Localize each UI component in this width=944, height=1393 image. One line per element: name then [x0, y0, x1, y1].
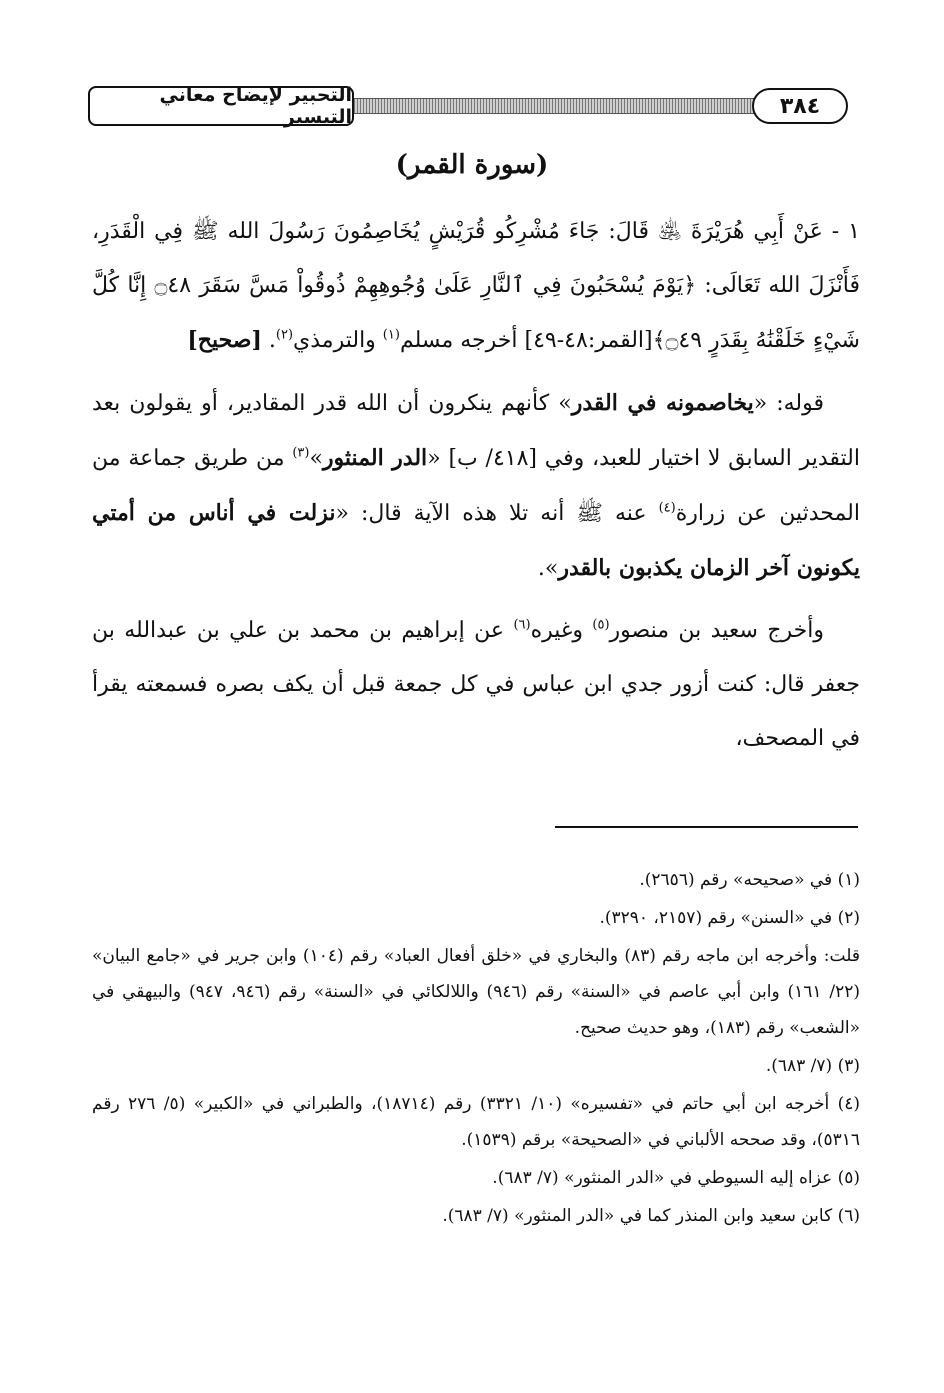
narration-paragraph: [92, 604, 860, 766]
page-number: ٣٨٤: [752, 88, 848, 124]
surah-title: (سورة القمر): [395, 150, 549, 180]
footnotes: [92, 862, 860, 1234]
hadith-text: ١ - عَنْ أَبِي هُرَيْرَةَ ﵁ قَالَ: جَاءَ مُشْرِكُو قُرَيْشٍ يُخَاصِمُونَ رَسُولَ الله ﷺ فِي الْقَدَرِ، فَأَنْزَلَ الله تَعَالَى: ﴿يَوْمَ يُسْحَبُونَ فِي ٱلنَّارِ عَلَىٰ وُجُوهِهِمْ ذُوقُواْ مَسَّ سَقَرَ ۝٤٨ إِنَّا كُلَّ شَيْءٍ خَلَقْنَٰهُ بِقَدَرٍ ۝٤٩﴾[القمر:٤٨-٤٩] أخرجه مسلم: [92, 219, 860, 353]
book-reference: الدر المنثور: [322, 445, 428, 471]
footnote-ref-5: (٥): [592, 617, 610, 633]
hadith-text-cont: والترمذي: [293, 328, 383, 353]
book-title: التحبير لإيضاح معاني التيسير: [88, 86, 354, 126]
commentary-text: قوله: «: [753, 391, 824, 416]
commentary-text: »: [309, 446, 323, 471]
footnote: قلت: وأخرجه ابن ماجه رقم (٨٣) والبخاري في «خلق أفعال العباد» رقم (١٠٤) وابن جرير في «جامع البيان» (٢٢/ ١٦١) وابن أبي عاصم في «السنة» رقم (٩٤٦) واللالكائي في «السنة» رقم (٩٤٦، ٩٤٧) والبيهقي في «الشعب» رقم (١٨٣)، وهو حديث صحيح.: [92, 946, 861, 1038]
narration-text: وغيره: [530, 618, 593, 643]
main-text: [92, 205, 860, 766]
footnote-ref-1: (١): [382, 327, 400, 343]
footnote: (٥) عزاه إليه السيوطي في «الدر المنثور» (٧/ ٦٨٣).: [492, 1168, 860, 1188]
commentary-text: من طريق جماعة من المحدثين عن زرارة: [92, 446, 860, 526]
footnote-ref-3: (٣): [292, 445, 310, 461]
narration-text: عن إبراهيم بن محمد بن علي بن عبدالله بن جعفر قال: كنت أزور جدي ابن عباس في كل جمعة قبل أن يكف بصره فسمعته يقرأ في المصحف،: [92, 618, 860, 751]
footnote: (٤) أخرجه ابن أبي حاتم في «تفسيره» (١٠/ ٣٣٢١) رقم (١٨٧١٤)، والطبراني في «الكبير» (٥/ ٢٧٦ رقم ٥٣١٦)، وقد صححه الألباني في «الصحيحة» برقم (١٥٣٩).: [92, 1094, 860, 1150]
commentary-text: ».: [537, 556, 559, 581]
commentary-text: عنه ﷺ أنه تلا هذه الآية قال: «: [335, 501, 659, 526]
hadith-quote: نزلت في أناس من أمتي يكونون آخر الزمان يكذبون بالقدر: [92, 500, 860, 581]
commentary-text: » كأنهم ينكرون أن الله قدر المقادير، أو يقولون بعد التقدير السابق لا اختيار للعبد، وفي [٤١٨/ ب] «: [92, 391, 861, 471]
footnote: (٢) في «السنن» رقم (٢١٥٧، ٣٢٩٠).: [599, 908, 860, 928]
hadith-grade: [صحيح]: [187, 327, 262, 353]
footnote-ref-2: (٢): [275, 327, 294, 343]
commentary-paragraph: [92, 376, 860, 596]
narration-text: وأخرج سعيد بن منصور: [609, 618, 824, 643]
footnote-ref-4: (٤): [658, 500, 676, 516]
hadith-text-end: .: [261, 328, 276, 353]
footnote-ref-6: (٦): [513, 617, 531, 633]
hadith-paragraph: [92, 205, 860, 368]
footnote: (٣) (٧/ ٦٨٣).: [765, 1056, 860, 1076]
footnote: (١) في «صحيحه» رقم (٢٦٥٦).: [639, 870, 860, 890]
quoted-phrase: يخاصمونه في القدر: [571, 390, 754, 416]
footnote: (٦) كابن سعيد وابن المنذر كما في «الدر المنثور» (٧/ ٦٨٣).: [442, 1206, 860, 1226]
page-header: [86, 82, 861, 132]
footnote-separator: [555, 826, 858, 828]
